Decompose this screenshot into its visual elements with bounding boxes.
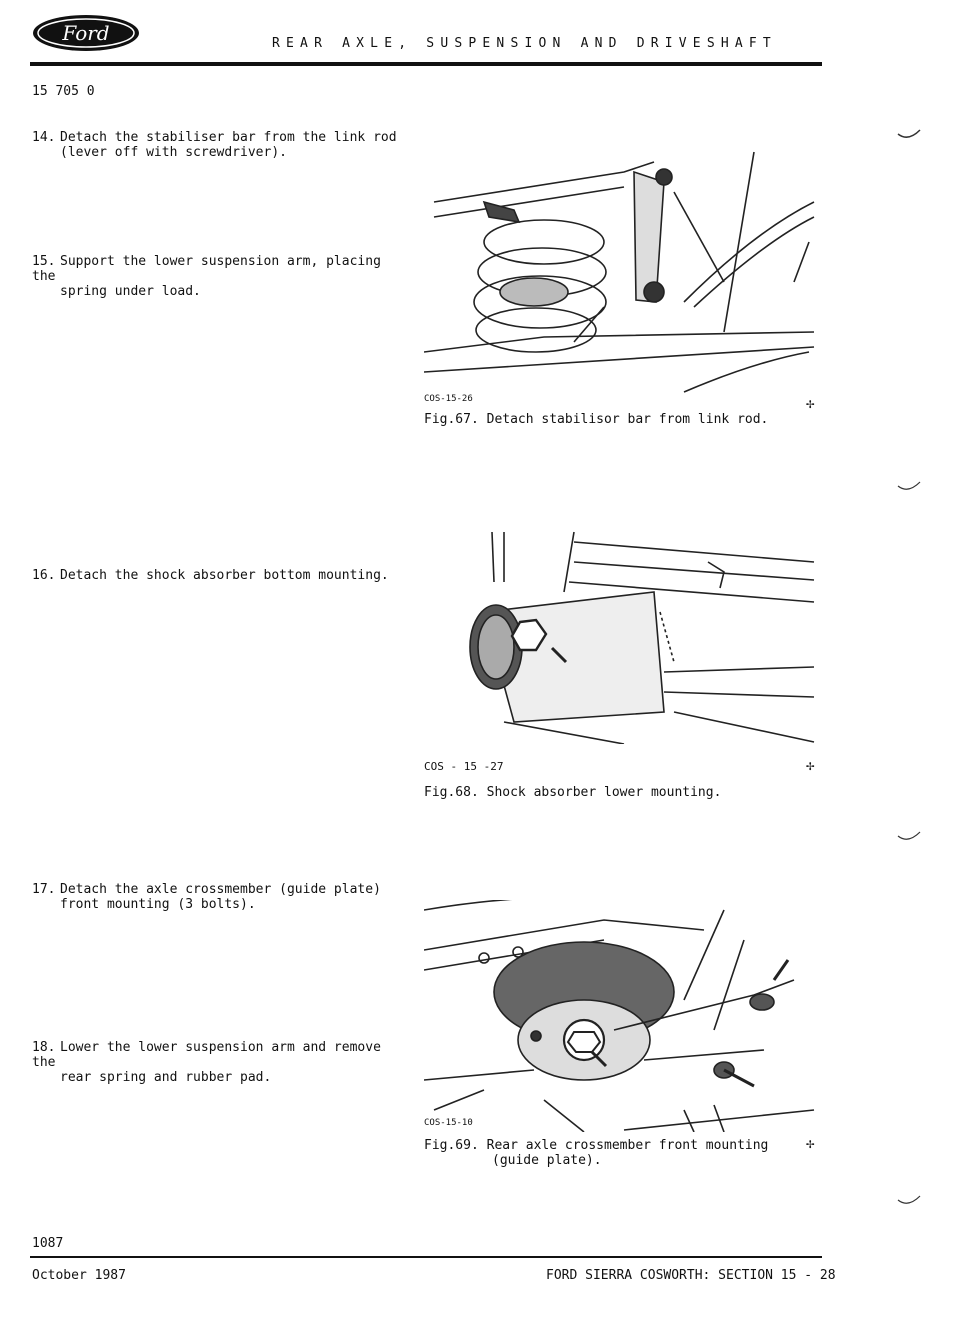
footer-rule — [30, 1256, 822, 1258]
step-18: 18. Lower the lower suspension arm and remove the rear spring and rubber pad. — [32, 1040, 381, 1085]
logo-text: Ford — [62, 21, 110, 45]
figure-69-code: COS-15-10 — [424, 1118, 473, 1128]
up-arrow-icon: ✢ — [806, 1136, 815, 1152]
figure-69-caption-line2: (guide plate). — [492, 1153, 602, 1168]
step-14: 14. Detach the stabiliser bar from the link rod (lever off with screwdriver). — [32, 130, 397, 160]
figure-69 — [424, 900, 816, 1168]
margin-tick-icon — [896, 1194, 922, 1208]
figure-69-caption: Fig.69. Rear axle crossmember front mounting — [424, 1138, 769, 1153]
page-number: 1087 — [32, 1236, 64, 1251]
margin-tick-icon — [896, 830, 922, 844]
up-arrow-icon: ✢ — [806, 396, 815, 412]
footer-reference: FORD SIERRA COSWORTH: SECTION 15 - 28 — [546, 1268, 836, 1283]
header-title: REAR AXLE, SUSPENSION AND DRIVESHAFT — [272, 36, 777, 51]
figure-67-caption: Fig.67. Detach stabilisor bar from link rod. — [424, 412, 769, 427]
step-16: 16. Detach the shock absorber bottom mounting. — [32, 568, 389, 583]
figure-67-code: COS-15-26 — [424, 394, 473, 404]
up-arrow-icon: ✢ — [806, 758, 815, 774]
step-15: 15. Support the lower suspension arm, placing the spring under load. — [32, 254, 381, 299]
header-rule — [30, 62, 822, 66]
figure-67-illustration — [424, 132, 816, 402]
figure-68-code: COS - 15 -27 — [424, 760, 504, 773]
margin-tick-icon — [896, 480, 922, 494]
figure-68-illustration — [424, 522, 816, 744]
figure-68-caption: Fig.68. Shock absorber lower mounting. — [424, 785, 722, 800]
step-17: 17. Detach the axle crossmember (guide plate) front mounting (3 bolts). — [32, 882, 381, 912]
margin-tick-icon — [896, 128, 922, 142]
page-code: 15 705 0 — [32, 84, 95, 99]
figure-69-illustration — [424, 900, 816, 1132]
footer-date: October 1987 — [32, 1268, 126, 1283]
figure-67 — [424, 132, 816, 427]
ford-logo — [32, 14, 140, 52]
figure-68 — [424, 522, 816, 800]
